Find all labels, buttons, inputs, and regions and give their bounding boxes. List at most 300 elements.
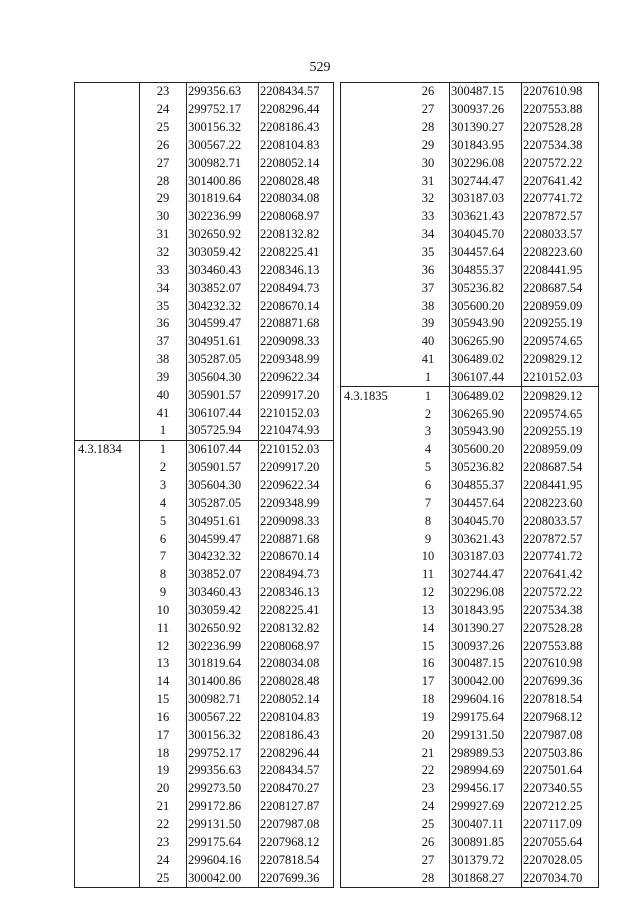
point-number-cell: 33: [140, 261, 187, 279]
group-cell: [341, 512, 408, 530]
table-row: [75, 369, 334, 387]
table-row: [75, 226, 334, 244]
point-number-cell: 19: [421, 709, 435, 724]
table-row: [341, 816, 599, 834]
x-coordinate-cell: 300487.15: [450, 83, 522, 101]
table-row: [341, 709, 599, 727]
point-number-cell: 12: [140, 637, 187, 655]
x-coordinate-cell: 300982.71: [187, 154, 259, 172]
point-number-cell: 12: [421, 585, 435, 600]
group-cell: [341, 459, 408, 477]
x-coordinate-cell: 303460.43: [187, 261, 259, 279]
group-cell: [341, 816, 408, 834]
table-row: [75, 851, 334, 869]
table-row: [75, 780, 334, 798]
group-cell: [341, 369, 408, 387]
y-coordinate-cell: 2208959.09: [522, 297, 599, 315]
table-row: [341, 494, 599, 512]
table-row: [341, 726, 599, 744]
point-number-cell: 5: [424, 460, 432, 475]
table-row: [341, 387, 599, 405]
x-coordinate-cell: 305604.30: [187, 369, 259, 387]
x-coordinate-cell: 305901.57: [187, 459, 259, 477]
x-coordinate-cell: 304232.32: [187, 548, 259, 566]
group-cell: [75, 190, 140, 208]
table-row: [75, 208, 334, 226]
table-row: [341, 297, 599, 315]
table-row: [75, 351, 334, 369]
x-coordinate-cell: 304599.47: [187, 530, 259, 548]
group-cell: [341, 208, 408, 226]
x-coordinate-cell: 300937.26: [450, 637, 522, 655]
point-number-cell: 14: [140, 673, 187, 691]
y-coordinate-cell: 2207818.54: [522, 691, 599, 709]
x-coordinate-cell: 305943.90: [450, 423, 522, 441]
table-row: [341, 279, 599, 297]
point-number-cell: 26: [421, 834, 435, 849]
table-row: [75, 279, 334, 297]
point-number-cell: 37: [421, 280, 435, 295]
point-number-cell: 38: [140, 351, 187, 369]
point-number-cell: 2: [140, 459, 187, 477]
y-coordinate-cell: 2207872.57: [522, 530, 599, 548]
table-row: [75, 494, 334, 512]
group-cell: [75, 851, 140, 869]
x-coordinate-cell: 305287.05: [187, 351, 259, 369]
group-cell: [75, 780, 140, 798]
group-cell: [341, 137, 408, 155]
group-cell: [75, 477, 140, 495]
point-number-cell: 22: [421, 763, 435, 778]
table-row: [341, 83, 599, 101]
y-coordinate-cell: 2207028.05: [522, 851, 599, 869]
y-coordinate-cell: 2208494.73: [259, 566, 334, 584]
point-number-cell: 32: [421, 191, 435, 206]
y-coordinate-cell: 2208104.83: [259, 709, 334, 727]
y-coordinate-cell: 2208052.14: [259, 154, 334, 172]
y-coordinate-cell: 2207968.12: [522, 709, 599, 727]
group-cell: [75, 137, 140, 155]
table-row: [341, 369, 599, 387]
group-cell: [341, 279, 408, 297]
table-row: [75, 673, 334, 691]
point-number-cell: 28: [421, 120, 435, 135]
point-number-cell: 31: [140, 226, 187, 244]
table-row: [75, 297, 334, 315]
y-coordinate-cell: 2208434.57: [259, 762, 334, 780]
group-cell: [341, 154, 408, 172]
group-cell: [341, 673, 408, 691]
point-number-cell: 1: [407, 387, 450, 405]
y-coordinate-cell: 2209348.99: [259, 351, 334, 369]
group-cell: [341, 780, 408, 798]
y-coordinate-cell: 2209255.19: [522, 315, 599, 333]
point-number-cell: 31: [421, 173, 435, 188]
point-number-cell: 23: [421, 781, 435, 796]
y-coordinate-cell: 2209348.99: [259, 494, 334, 512]
point-number-cell: 7: [424, 495, 432, 510]
y-coordinate-cell: 2208871.68: [259, 530, 334, 548]
x-coordinate-cell: 305725.94: [187, 422, 259, 440]
x-coordinate-cell: 302296.08: [450, 584, 522, 602]
x-coordinate-cell: 305236.82: [450, 459, 522, 477]
group-cell: [341, 244, 408, 262]
group-cell: [341, 851, 408, 869]
point-number-cell: 14: [421, 620, 435, 635]
group-cell: [341, 530, 408, 548]
point-number-cell: 26: [140, 137, 187, 155]
point-number-cell: 15: [140, 691, 187, 709]
group-cell: [341, 494, 408, 512]
point-number-cell: 8: [424, 513, 432, 528]
table-row: [75, 190, 334, 208]
y-coordinate-cell: 2210152.03: [259, 404, 334, 422]
x-coordinate-cell: 301819.64: [187, 655, 259, 673]
x-coordinate-cell: 303621.43: [450, 530, 522, 548]
point-number-cell: 24: [140, 101, 187, 119]
table-row: [341, 691, 599, 709]
point-number-cell: 30: [421, 155, 435, 170]
group-cell: [75, 333, 140, 351]
x-coordinate-cell: 305236.82: [450, 279, 522, 297]
x-coordinate-cell: 301390.27: [450, 119, 522, 137]
x-coordinate-cell: 306107.44: [450, 369, 522, 387]
table-row: [75, 869, 334, 887]
group-cell: [341, 405, 408, 423]
point-number-cell: 22: [140, 816, 187, 834]
y-coordinate-cell: 2207741.72: [522, 548, 599, 566]
point-number-cell: 39: [421, 316, 435, 331]
y-coordinate-cell: 2207528.28: [522, 119, 599, 137]
table-row: [341, 261, 599, 279]
group-cell: [341, 601, 408, 619]
y-coordinate-cell: 2208670.14: [259, 548, 334, 566]
point-number-cell: 10: [421, 549, 435, 564]
x-coordinate-cell: 306107.44: [187, 404, 259, 422]
group-cell: [75, 869, 140, 887]
group-cell: [75, 404, 140, 422]
y-coordinate-cell: 2208959.09: [522, 441, 599, 459]
table-row: [341, 244, 599, 262]
table-row: [341, 154, 599, 172]
x-coordinate-cell: 299752.17: [187, 744, 259, 762]
point-number-cell: 24: [140, 851, 187, 869]
y-coordinate-cell: 2208033.57: [522, 512, 599, 530]
y-coordinate-cell: 2207501.64: [522, 762, 599, 780]
x-coordinate-cell: 298989.53: [450, 744, 522, 762]
x-coordinate-cell: 306107.44: [187, 440, 259, 458]
table-row: [341, 512, 599, 530]
table-row: [75, 477, 334, 495]
x-coordinate-cell: 301819.64: [187, 190, 259, 208]
table-row: [341, 226, 599, 244]
point-number-cell: 25: [421, 817, 435, 832]
y-coordinate-cell: 2207610.98: [522, 83, 599, 101]
group-cell: [75, 691, 140, 709]
group-cell: [75, 762, 140, 780]
point-number-cell: 28: [140, 172, 187, 190]
y-coordinate-cell: 2207818.54: [259, 851, 334, 869]
x-coordinate-cell: 303187.03: [450, 548, 522, 566]
point-number-cell: 17: [421, 674, 435, 689]
y-coordinate-cell: 2208028.48: [259, 172, 334, 190]
group-cell: [75, 673, 140, 691]
group-cell: [341, 655, 408, 673]
table-row: [341, 601, 599, 619]
group-cell: [75, 494, 140, 512]
x-coordinate-cell: 301868.27: [450, 869, 522, 887]
group-cell: [341, 297, 408, 315]
x-coordinate-cell: 299356.63: [187, 83, 259, 101]
group-cell: [75, 709, 140, 727]
table-row: [75, 816, 334, 834]
point-number-cell: 25: [140, 119, 187, 137]
table-row: [341, 744, 599, 762]
group-cell: [75, 172, 140, 190]
page-number: 529: [309, 60, 331, 75]
point-number-cell: 24: [421, 799, 435, 814]
table-row: [75, 459, 334, 477]
y-coordinate-cell: 2208296.44: [259, 744, 334, 762]
point-number-cell: 34: [421, 227, 435, 242]
point-number-cell: 18: [140, 744, 187, 762]
table-row: [75, 655, 334, 673]
y-coordinate-cell: 2208223.60: [522, 494, 599, 512]
point-number-cell: 16: [140, 709, 187, 727]
point-number-cell: 41: [140, 404, 187, 422]
x-coordinate-cell: 305604.30: [187, 477, 259, 495]
point-number-cell: 27: [421, 852, 435, 867]
table-row: [341, 119, 599, 137]
point-number-cell: 13: [421, 602, 435, 617]
point-number-cell: 6: [140, 530, 187, 548]
table-row: [341, 315, 599, 333]
table-row: [341, 584, 599, 602]
x-coordinate-cell: 302650.92: [187, 619, 259, 637]
group-cell: [341, 315, 408, 333]
table-row: [341, 208, 599, 226]
point-number-cell: 29: [421, 137, 435, 152]
group-cell: [75, 83, 140, 101]
y-coordinate-cell: 2209829.12: [522, 351, 599, 369]
group-cell: [341, 833, 408, 851]
y-coordinate-cell: 2207117.09: [522, 816, 599, 834]
point-number-cell: 21: [140, 798, 187, 816]
point-number-cell: 23: [140, 83, 187, 101]
x-coordinate-cell: 305600.20: [450, 297, 522, 315]
y-coordinate-cell: 2208186.43: [259, 119, 334, 137]
x-coordinate-cell: 299356.63: [187, 762, 259, 780]
point-number-cell: 40: [140, 386, 187, 404]
point-number-cell: 5: [140, 512, 187, 530]
y-coordinate-cell: 2208494.73: [259, 279, 334, 297]
group-cell: [75, 261, 140, 279]
x-coordinate-cell: 301400.86: [187, 172, 259, 190]
group-cell: [75, 386, 140, 404]
x-coordinate-cell: 299175.64: [450, 709, 522, 727]
x-coordinate-cell: 299456.17: [450, 780, 522, 798]
x-coordinate-cell: 303621.43: [450, 208, 522, 226]
x-coordinate-cell: 301390.27: [450, 619, 522, 637]
group-cell: [75, 566, 140, 584]
y-coordinate-cell: 2207212.25: [522, 798, 599, 816]
table-row: [75, 386, 334, 404]
point-number-cell: 23: [140, 833, 187, 851]
group-cell: [341, 762, 408, 780]
y-coordinate-cell: 2208470.27: [259, 780, 334, 798]
x-coordinate-cell: 303852.07: [187, 279, 259, 297]
y-coordinate-cell: 2208225.41: [259, 601, 334, 619]
group-cell: [341, 172, 408, 190]
point-number-cell: 34: [140, 279, 187, 297]
table-row: [341, 333, 599, 351]
y-coordinate-cell: 2208687.54: [522, 459, 599, 477]
point-number-cell: 20: [421, 727, 435, 742]
x-coordinate-cell: 304232.32: [187, 297, 259, 315]
group-cell: [341, 798, 408, 816]
table-row: [341, 548, 599, 566]
group-cell: [75, 619, 140, 637]
point-number-cell: 11: [140, 619, 187, 637]
table-row: [75, 101, 334, 119]
group-cell: [75, 101, 140, 119]
group-cell: [75, 226, 140, 244]
point-number-cell: 35: [140, 297, 187, 315]
x-coordinate-cell: 306489.02: [450, 351, 522, 369]
y-coordinate-cell: 2208052.14: [259, 691, 334, 709]
y-coordinate-cell: 2207572.22: [522, 154, 599, 172]
group-cell: [341, 548, 408, 566]
group-cell: [341, 566, 408, 584]
point-number-cell: 28: [407, 869, 450, 887]
x-coordinate-cell: 301843.95: [450, 601, 522, 619]
group-cell: [341, 441, 408, 459]
x-coordinate-cell: 302296.08: [450, 154, 522, 172]
y-coordinate-cell: 2209917.20: [259, 459, 334, 477]
group-cell: [341, 869, 408, 887]
table-row: [75, 137, 334, 155]
table-row: [75, 744, 334, 762]
x-coordinate-cell: 305901.57: [187, 386, 259, 404]
group-cell: [341, 261, 408, 279]
x-coordinate-cell: 300982.71: [187, 691, 259, 709]
y-coordinate-cell: 2208871.68: [259, 315, 334, 333]
y-coordinate-cell: 2207534.38: [522, 137, 599, 155]
point-number-cell: 41: [421, 352, 435, 367]
point-number-cell: 37: [140, 333, 187, 351]
group-cell: [75, 601, 140, 619]
x-coordinate-cell: 303460.43: [187, 584, 259, 602]
group-cell: [75, 351, 140, 369]
group-cell: [75, 315, 140, 333]
x-coordinate-cell: 299172.86: [187, 798, 259, 816]
point-number-cell: 36: [140, 315, 187, 333]
table-row: [341, 780, 599, 798]
x-coordinate-cell: 304951.61: [187, 333, 259, 351]
point-number-cell: 9: [140, 584, 187, 602]
group-cell: [75, 833, 140, 851]
x-coordinate-cell: 298994.69: [450, 762, 522, 780]
table-row: [75, 637, 334, 655]
y-coordinate-cell: 2207503.86: [522, 744, 599, 762]
point-number-cell: 20: [140, 780, 187, 798]
group-cell: [75, 512, 140, 530]
x-coordinate-cell: 304457.64: [450, 244, 522, 262]
point-number-cell: 36: [421, 262, 435, 277]
table-row: [75, 261, 334, 279]
x-coordinate-cell: 300042.00: [450, 673, 522, 691]
group-cell: [341, 101, 408, 119]
x-coordinate-cell: 302236.99: [187, 208, 259, 226]
x-coordinate-cell: 303059.42: [187, 601, 259, 619]
x-coordinate-cell: 305287.05: [187, 494, 259, 512]
table-row: [75, 798, 334, 816]
y-coordinate-cell: 2207553.88: [522, 637, 599, 655]
y-coordinate-cell: 2207872.57: [522, 208, 599, 226]
table-row: [75, 512, 334, 530]
y-coordinate-cell: 2207987.08: [522, 726, 599, 744]
x-coordinate-cell: 303852.07: [187, 566, 259, 584]
point-number-cell: 17: [140, 726, 187, 744]
y-coordinate-cell: 2209622.34: [259, 369, 334, 387]
table-row: [75, 154, 334, 172]
y-coordinate-cell: 2208687.54: [522, 279, 599, 297]
y-coordinate-cell: 2208296.44: [259, 101, 334, 119]
point-number-cell: 26: [407, 83, 450, 101]
table-row: [75, 619, 334, 637]
y-coordinate-cell: 2210474.93: [259, 422, 334, 440]
x-coordinate-cell: 302744.47: [450, 172, 522, 190]
group-cell: 4.3.1835: [341, 387, 408, 405]
y-coordinate-cell: 2209098.33: [259, 512, 334, 530]
table-row: [341, 833, 599, 851]
x-coordinate-cell: 299752.17: [187, 101, 259, 119]
point-number-cell: 13: [140, 655, 187, 673]
point-number-cell: 29: [140, 190, 187, 208]
coordinates-table-right: [340, 82, 599, 888]
x-coordinate-cell: 300891.85: [450, 833, 522, 851]
x-coordinate-cell: 305943.90: [450, 315, 522, 333]
point-number-cell: 16: [421, 656, 435, 671]
y-coordinate-cell: 2208223.60: [522, 244, 599, 262]
group-cell: [341, 226, 408, 244]
table-row: [75, 119, 334, 137]
y-coordinate-cell: 2208034.08: [259, 190, 334, 208]
y-coordinate-cell: 2209622.34: [259, 477, 334, 495]
table-row: [75, 762, 334, 780]
point-number-cell: 39: [140, 369, 187, 387]
x-coordinate-cell: 303187.03: [450, 190, 522, 208]
group-cell: [341, 584, 408, 602]
y-coordinate-cell: 2207641.42: [522, 566, 599, 584]
group-cell: [341, 637, 408, 655]
point-number-cell: 35: [421, 245, 435, 260]
group-cell: [75, 208, 140, 226]
x-coordinate-cell: 300156.32: [187, 726, 259, 744]
x-coordinate-cell: 306265.90: [450, 333, 522, 351]
y-coordinate-cell: 2208670.14: [259, 297, 334, 315]
table-row: [341, 423, 599, 441]
point-number-cell: 21: [421, 745, 435, 760]
table-row: [75, 566, 334, 584]
y-coordinate-cell: 2209829.12: [522, 387, 599, 405]
x-coordinate-cell: 299273.50: [187, 780, 259, 798]
y-coordinate-cell: 2208028.48: [259, 673, 334, 691]
group-cell: [75, 279, 140, 297]
y-coordinate-cell: 2208132.82: [259, 226, 334, 244]
x-coordinate-cell: 300567.22: [187, 709, 259, 727]
table-row: [75, 530, 334, 548]
